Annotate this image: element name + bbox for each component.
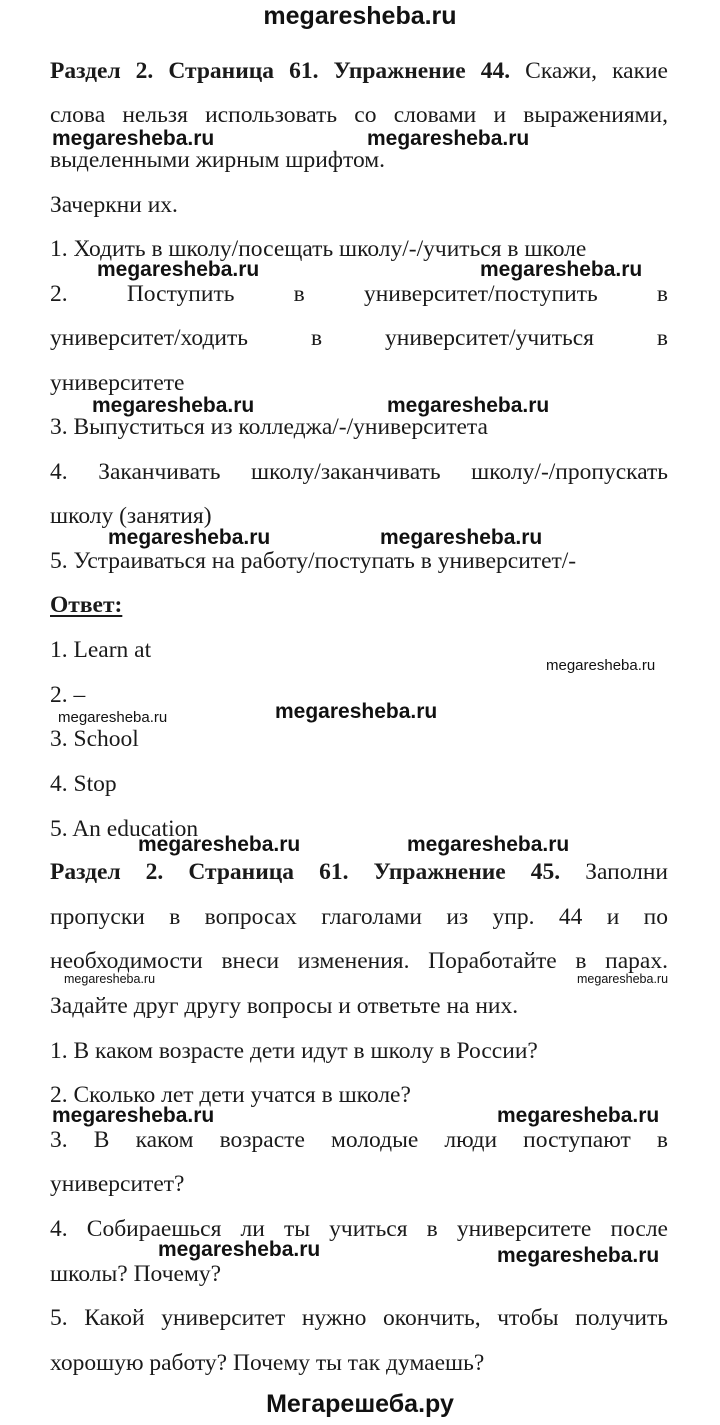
ex44-item-5: 5. Устраиваться на работу/поступать в университет/- bbox=[50, 548, 577, 574]
ex45-question-3-line2: университет? bbox=[50, 1171, 185, 1197]
ex45-question-3-line1: 3. В каком возрасте молодые люди поступают в bbox=[50, 1127, 668, 1153]
watermark: megaresheba.ru bbox=[52, 1104, 215, 1127]
ex45-heading-line bbox=[50, 857, 668, 887]
ex44-item-2-line1: 2. Поступить в университет/поступить в bbox=[50, 281, 668, 307]
watermark: megaresheba.ru bbox=[97, 258, 260, 281]
ex44-heading: Раздел 2. Страница 61. Упражнение 44. bbox=[50, 58, 511, 84]
watermark: megaresheba.ru bbox=[380, 526, 543, 549]
ex45-question-4-line1: 4. Собираешься ли ты учиться в университете после bbox=[50, 1216, 668, 1242]
watermark: megaresheba.ru bbox=[497, 1104, 660, 1127]
ex45-question-5-line1: 5. Какой университет нужно окончить, чтобы получить bbox=[50, 1305, 668, 1331]
ex45-heading: Раздел 2. Страница 61. Упражнение 45. bbox=[50, 859, 561, 885]
ex45-question-5-line2: хорошую работу? Почему ты так думаешь? bbox=[50, 1350, 485, 1376]
watermark: megaresheba.ru bbox=[387, 394, 550, 417]
ex44-heading-line bbox=[50, 56, 668, 86]
watermark: megaresheba.ru bbox=[52, 127, 215, 150]
ex44-intro-line3: выделенными жирным шрифтом. bbox=[50, 147, 386, 173]
answer-label: Ответ: bbox=[50, 592, 123, 618]
ex45-question-4-line2: школы? Почему? bbox=[50, 1261, 221, 1287]
ex44-instruction: Зачеркни их. bbox=[50, 192, 178, 218]
ex44-item-2-line2: университет/ходить в университет/учиться в bbox=[50, 325, 668, 351]
watermark: megaresheba.ru bbox=[64, 972, 156, 986]
watermark: megaresheba.ru bbox=[275, 700, 438, 723]
ex45-question-1: 1. В каком возрасте дети идут в школу в России? bbox=[50, 1038, 538, 1064]
watermark: megaresheba.ru bbox=[92, 394, 255, 417]
ex45-intro: Заполни bbox=[585, 859, 669, 885]
answer-item-4: 4. Stop bbox=[50, 771, 117, 797]
answer-item-3: 3. School bbox=[50, 726, 139, 752]
watermark: megaresheba.ru bbox=[58, 709, 168, 726]
ex45-intro-line3: необходимости внеси изменения. Поработайте в парах. bbox=[50, 948, 668, 974]
watermark: megaresheba.ru bbox=[407, 833, 570, 856]
watermark: megaresheba.ru bbox=[480, 258, 643, 281]
ex44-intro-line2: слова нельзя использовать со словами и выражениями, bbox=[50, 102, 668, 128]
ex45-question-2: 2. Сколько лет дети учатся в школе? bbox=[50, 1082, 411, 1108]
header-watermark: megaresheba.ru bbox=[263, 2, 457, 30]
ex44-item-4-line2: школу (занятия) bbox=[50, 503, 212, 529]
ex45-intro-line2: пропуски в вопросах глаголами из упр. 44 и по bbox=[50, 904, 668, 930]
ex44-item-2-line3: университете bbox=[50, 370, 185, 396]
ex44-item-3: 3. Выпуститься из колледжа/-/университета bbox=[50, 414, 488, 440]
watermark: megaresheba.ru bbox=[138, 833, 301, 856]
watermark: megaresheba.ru bbox=[108, 526, 271, 549]
watermark: megaresheba.ru bbox=[497, 1244, 660, 1267]
watermark: megaresheba.ru bbox=[367, 127, 530, 150]
watermark: megaresheba.ru bbox=[577, 972, 669, 986]
answer-item-1: 1. Learn at bbox=[50, 637, 152, 663]
watermark: megaresheba.ru bbox=[158, 1238, 321, 1261]
watermark: megaresheba.ru bbox=[546, 657, 656, 674]
footer-watermark: Мегарешеба.ру bbox=[266, 1390, 454, 1418]
ex45-intro-line4: Задайте друг другу вопросы и ответьте на них. bbox=[50, 993, 519, 1019]
ex44-intro: Скажи, какие bbox=[525, 58, 668, 84]
ex44-item-1: 1. Ходить в школу/посещать школу/-/учиться в школе bbox=[50, 236, 587, 262]
answer-item-2: 2. – bbox=[50, 682, 86, 708]
answer-item-5: 5. An education bbox=[50, 816, 199, 842]
ex44-item-4-line1: 4. Заканчивать школу/заканчивать школу/-/пропускать bbox=[50, 459, 668, 485]
